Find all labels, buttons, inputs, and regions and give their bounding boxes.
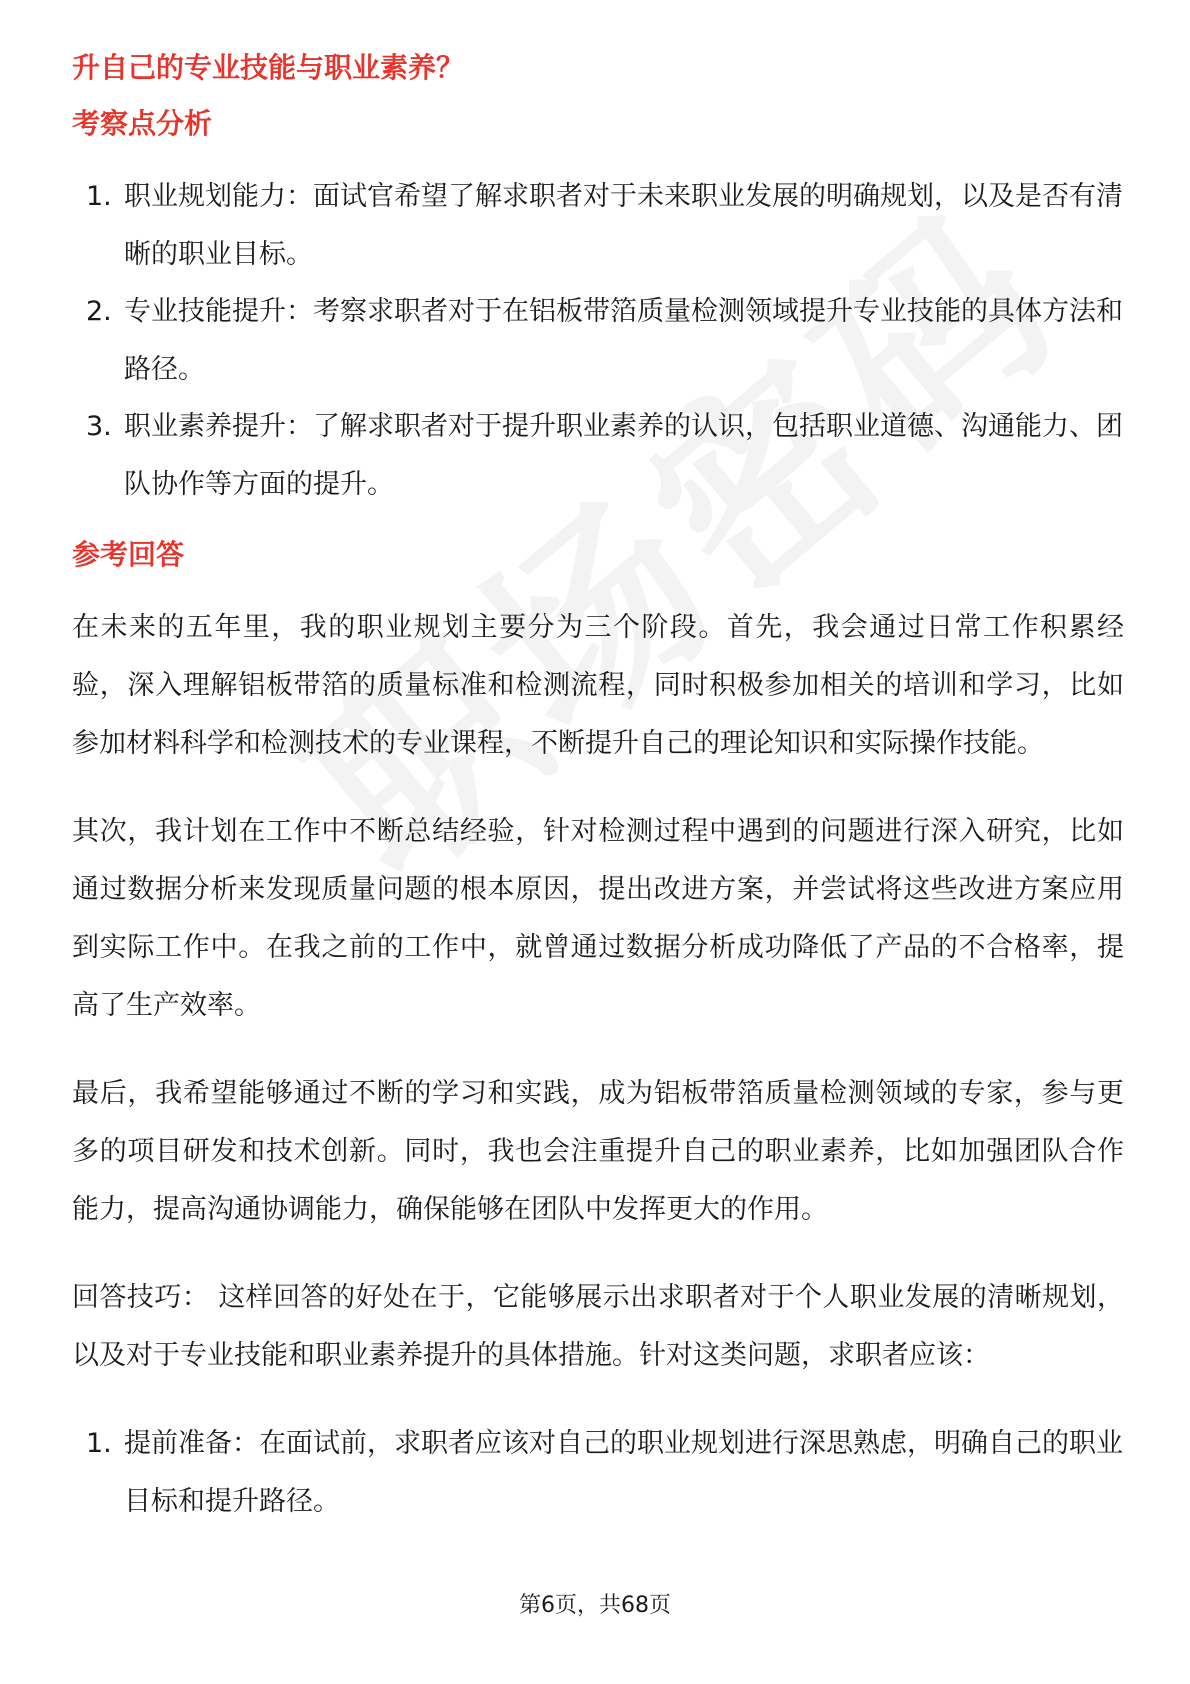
list-item-number: 1. bbox=[86, 1428, 112, 1459]
list-item-number: 2. bbox=[86, 296, 112, 327]
list-item-text: 职业规划能力：面试官希望了解求职者对于未来职业发展的明确规划，以及是否有清晰的职业目标。 bbox=[124, 181, 1123, 270]
list-item-text: 专业技能提升：考察求职者对于在铝板带箔质量检测领域提升专业技能的具体方法和路径。 bbox=[124, 296, 1123, 385]
question-heading-end: 升自己的专业技能与职业素养？ bbox=[72, 51, 465, 84]
answer-paragraph: 最后，我希望能够通过不断的学习和实践，成为铝板带箔质量检测领域的专家，参与更多的项目研发和技术创新。同时，我也会注重提升自己的职业素养，比如加强团队合作能力，提高沟通协调能力，确保能够在团队中发挥更大的作用。 bbox=[72, 1078, 1124, 1225]
list-item bbox=[72, 283, 1124, 399]
answer-paragraph: 其次，我计划在工作中不断总结经验，针对检测过程中遇到的问题进行深入研究，比如通过数据分析来发现质量问题的根本原因，提出改进方案，并尝试将这些改进方案应用到实际工作中。在我之前的工作中，就曾通过数据分析成功降低了产品的不合格率，提高了生产效率。 bbox=[72, 816, 1124, 1021]
analysis-list bbox=[72, 168, 1124, 514]
list-item bbox=[72, 398, 1124, 514]
answer-section-title: 参考回答 bbox=[72, 538, 185, 571]
list-item-text: 提前准备：在面试前，求职者应该对自己的职业规划进行深思熟虑，明确自己的职业目标和提升路径。 bbox=[124, 1428, 1123, 1517]
answer-tips-paragraph: 回答技巧： 这样回答的好处在于，它能够展示出求职者对于个人职业发展的清晰规划，以及对于专业技能和职业素养提升的具体措施。针对这类问题，求职者应该： bbox=[72, 1282, 1124, 1371]
document-body bbox=[72, 48, 1124, 1552]
answer-paragraph: 在未来的五年里，我的职业规划主要分为三个阶段。首先，我会通过日常工作积累经验，深入理解铝板带箔的质量标准和检测流程，同时积极参加相关的培训和学习，比如参加材料科学和检测技术的专业课程，不断提升自己的理论知识和实际操作技能。 bbox=[72, 612, 1124, 759]
list-item bbox=[72, 168, 1124, 284]
analysis-section-title: 考察点分析 bbox=[72, 107, 213, 140]
list-item bbox=[72, 1415, 1124, 1531]
tips-list bbox=[72, 1415, 1124, 1531]
list-item-text: 职业素养提升：了解求职者对于提升职业素养的认识，包括职业道德、沟通能力、团队协作等方面的提升。 bbox=[124, 411, 1123, 500]
page-number-footer: 第6页，共68页 bbox=[519, 1593, 671, 1618]
list-item-number: 1. bbox=[86, 181, 112, 212]
list-item-number: 3. bbox=[86, 411, 112, 442]
